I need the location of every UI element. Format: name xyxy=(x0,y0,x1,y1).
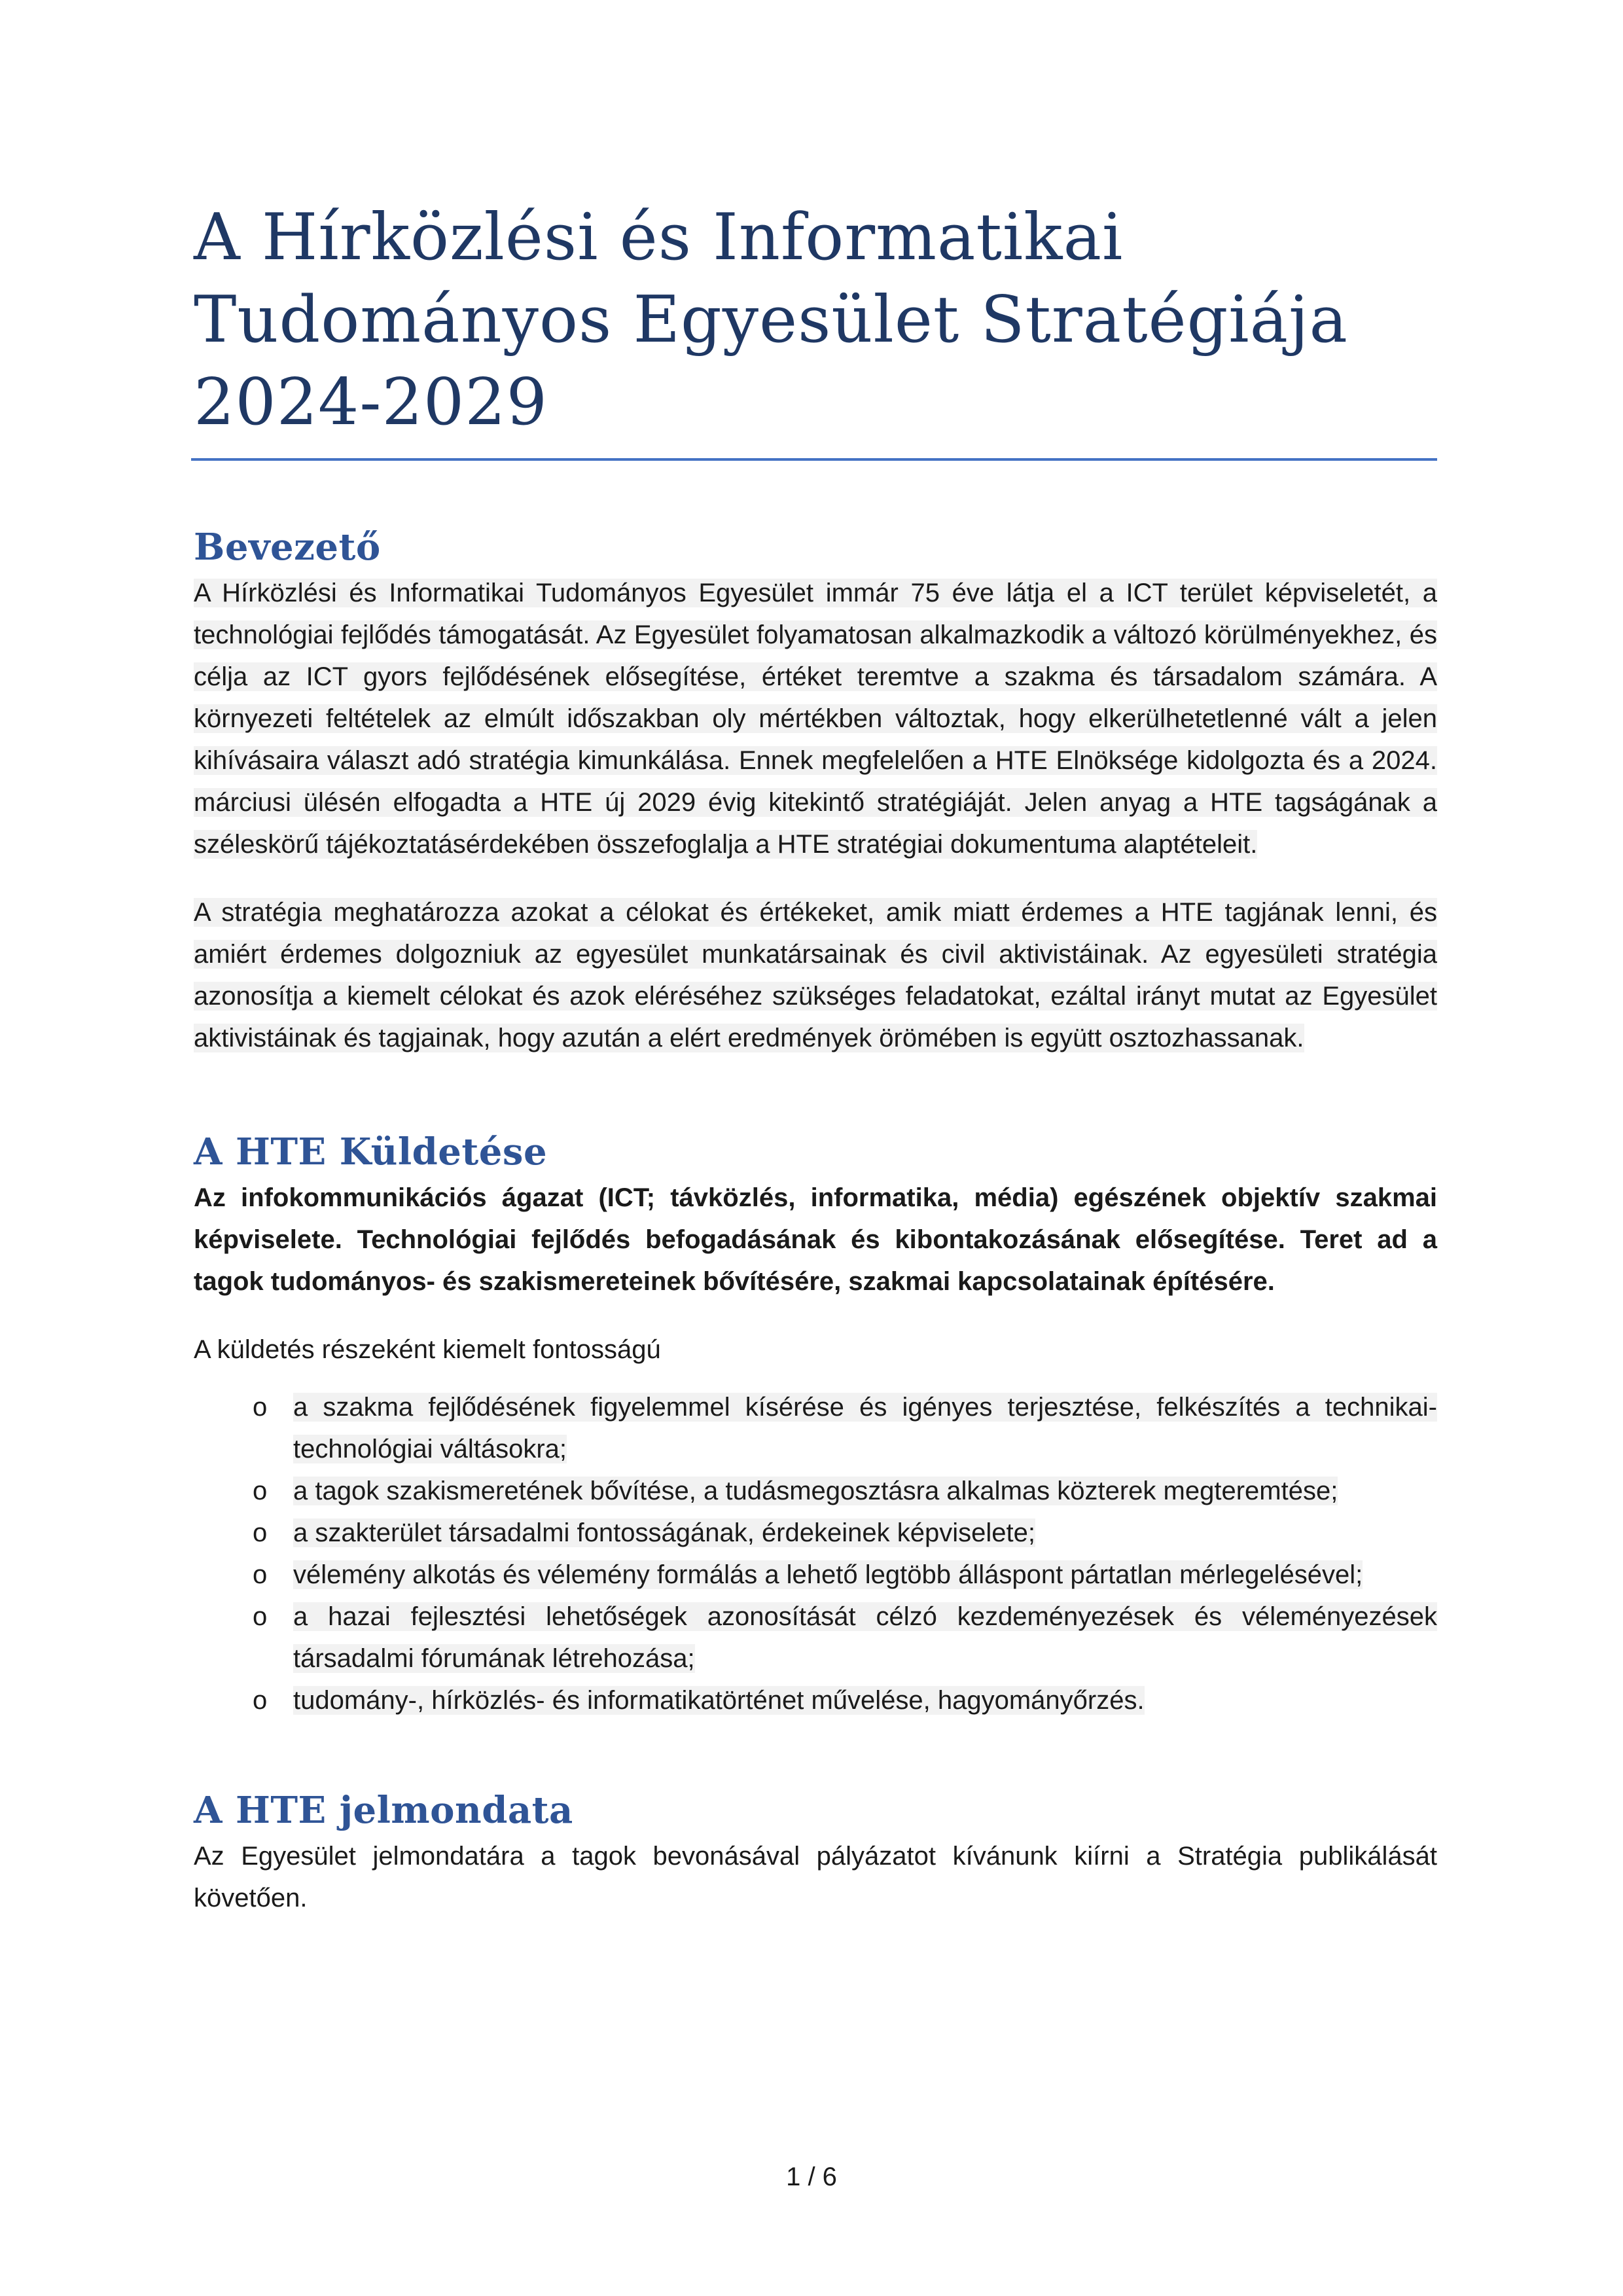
list-item-text: a szakterület társadalmi fontosságának, érdekeinek képviselete; xyxy=(293,1518,1035,1547)
list-item xyxy=(194,1596,1437,1679)
page-content xyxy=(194,196,1437,1919)
intro-paragraph-2-text: A stratégia meghatározza azokat a célokat és értékeket, amik miatt érdemes a HTE tagjának lenni, és amiért érdemes dolgozniuk az egyesület munkatársainak és civil aktivistáinak. Az egyesületi stratégia azonosítja a kiemelt célokat és azok eléréséhez szükséges feladatokat, ezáltal irányt mutat az Egyesület aktivistáinak és tagjainak, hogy azután a elért eredmények örömében is együtt osztozhassanak. xyxy=(194,898,1437,1052)
mission-statement: Az infokommunikációs ágazat (ICT; távközlés, informatika, média) egészének objektív szakmai képviselete. Technológiai fejlődés befogadásának és kibontakozásának elősegítése. Teret ad a tagok tudományos- és szakismereteinek bővítésére, szakmai kapcsolatainak építésére. xyxy=(194,1183,1437,1296)
list-item xyxy=(194,1679,1437,1721)
title-line-1: A Hírközlési és Informatikai xyxy=(194,200,1124,275)
motto-paragraph: Az Egyesület jelmondatára a tagok bevonásával pályázatot kívánunk kiírni a Stratégia publikálását követően. xyxy=(194,1842,1437,1912)
list-item-text: a hazai fejlesztési lehetőségek azonosítását célzó kezdeményezések és véleményezések társadalmi fórumának létrehozása; xyxy=(293,1602,1437,1673)
intro-heading: Bevezető xyxy=(194,526,381,569)
mission-list xyxy=(194,1386,1437,1721)
list-item xyxy=(194,1554,1437,1596)
intro-paragraph-2 xyxy=(194,891,1437,1059)
mission-list-intro: A küldetés részeként kiemelt fontosságú xyxy=(194,1335,661,1364)
bullet-marker: o xyxy=(253,1518,268,1547)
motto-heading: A HTE jelmondata xyxy=(194,1789,573,1832)
bullet-marker: o xyxy=(253,1477,268,1505)
title-underline xyxy=(191,458,1437,461)
intro-paragraph-1-text: A Hírközlési és Informatikai Tudományos Egyesület immár 75 éve látja el a ICT terület képviseletét, a technológiai fejlődés támogatását. Az Egyesület folyamatosan alkalmazkodik a változó körülményekhez, és célja az ICT gyors fejlődésének elősegítése, értéket teremtve a szakma és társadalom számára. A környezeti feltételek az elmúlt időszakban oly mértékben változtak, hogy elkerülhetetlenné vált a jelen kihívásaira választ adó stratégia kimunkálása. Ennek megfelelően a HTE Elnöksége kidolgozta és a 2024. márciusi ülésén elfogadta a HTE új 2029 évig kitekintő stratégiáját. Jelen anyag a HTE tagságának a széleskörű tájékoztatásérdekében összefoglalja a HTE stratégiai dokumentuma alaptételeit. xyxy=(194,579,1437,859)
bullet-marker: o xyxy=(253,1686,268,1715)
list-item xyxy=(194,1512,1437,1554)
list-item-text: a szakma fejlődésének figyelemmel kísérése és igényes terjesztése, felkészítés a technikai-technológiai váltásokra; xyxy=(293,1393,1437,1463)
page-number: 1 / 6 xyxy=(786,2162,837,2191)
title-line-2: Tudományos Egyesület Stratégiája xyxy=(194,283,1348,357)
bullet-marker: o xyxy=(253,1560,268,1589)
list-item-text: vélemény alkotás és vélemény formálás a lehető legtöbb álláspont pártatlan mérlegelésével; xyxy=(293,1560,1363,1589)
list-item-text: tudomány-, hírközlés- és informatikatörténet művelése, hagyományőrzés. xyxy=(293,1686,1145,1715)
document-title xyxy=(194,196,1437,444)
bullet-marker: o xyxy=(253,1602,268,1631)
list-item-text: a tagok szakismeretének bővítése, a tudásmegosztásra alkalmas közterek megteremtése; xyxy=(293,1477,1338,1505)
mission-heading: A HTE Küldetése xyxy=(194,1130,548,1174)
bullet-marker: o xyxy=(253,1393,268,1422)
title-line-3: 2024-2029 xyxy=(194,365,548,440)
list-item xyxy=(194,1386,1437,1470)
intro-paragraph-1 xyxy=(194,572,1437,865)
list-item xyxy=(194,1470,1437,1512)
